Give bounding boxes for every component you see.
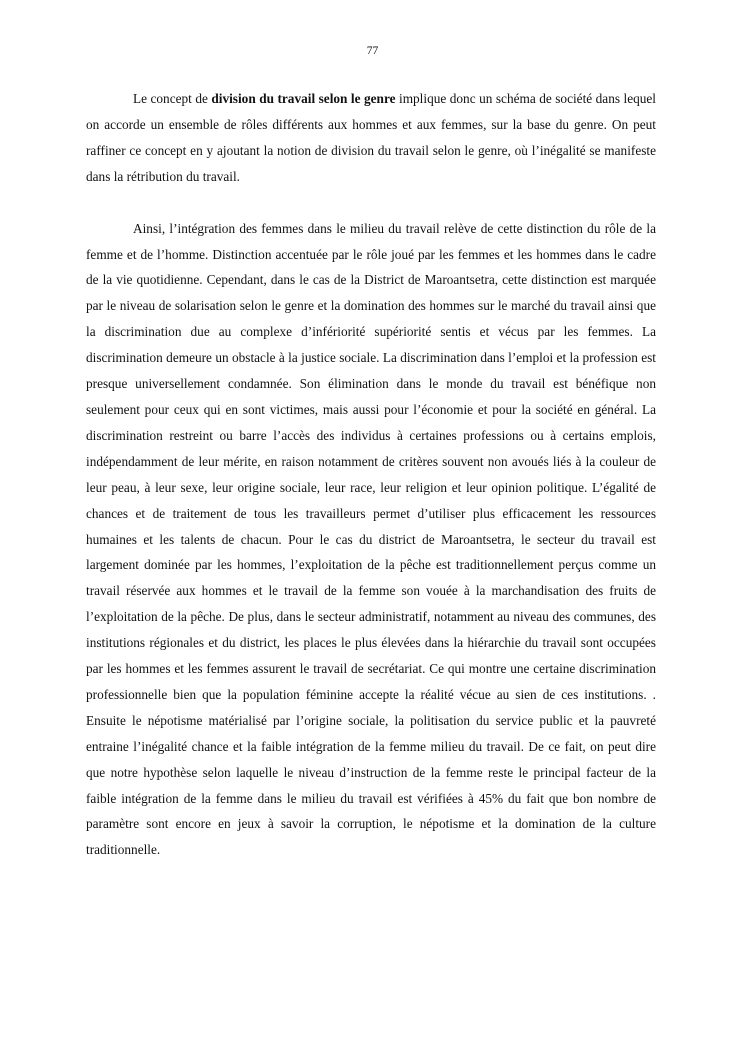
paragraph-1-intro: Le concept de: [133, 91, 212, 106]
paragraph-1-emphasis: division du travail selon le genre: [211, 91, 396, 106]
paragraph-2-text: Ainsi, l’intégration des femmes dans le milieu du travail relève de cette distinction du rôle de la femme et de l’homme. Distinction accentuée par le rôle joué par les femmes et les hommes dans le cadre de la vie quotidienne. Cependant, dans le cas de la District de Maroantsetra, cette distinction est marquée par le niveau de solarisation selon le genre et la domination des hommes sur le marché du travail ainsi que la discrimination due au complexe d’infériorité supériorité sentis et vécus par les femmes. La discrimination demeure un obstacle à la justice sociale. La discrimination dans l’emploi et la profession est presque universellement condamnée. Son élimination dans le monde du travail est bénéfique non seulement pour ceux qui en sont victimes, mais aussi pour l’économie et pour la société en général. La discrimination restreint ou barre l’accès des individus à certaines professions ou à certains emplois, indépendamment de leur mérite, en raison notamment de critères souvent non avoués liés à la couleur de leur peau, à leur sexe, leur origine sociale, leur race, leur religion et leur opinion politique. L’égalité de chances et de traitement de tous les travailleurs permet d’utiliser plus efficacement les ressources humaines et les talents de chacun. Pour le cas du district de Maroantsetra, le secteur du travail est largement dominée par les hommes, l’exploitation de la pêche est traditionnellement perçus comme un travail réservée aux hommes et le travail de la femme son vouée à la marchandisation des fruits de l’exploitation de la pêche. De plus, dans le secteur administratif, notamment au niveau des communes, des institutions régionales et du district, les places le plus élevées dans la hiérarchie du travail sont occupées par les hommes et les femmes assurent le travail de secrétariat. Ce qui montre une certaine discrimination professionnelle bien que la population féminine accepte la réalité vécue au sien de ces institutions. . Ensuite le népotisme matérialisé par l’origine sociale, la politisation du service public et la pauvreté entraine l’inégalité chance et la faible intégration de la femme milieu du travail. De ce fait, on peut dire que notre hypothèse selon laquelle le niveau d’instruction de la femme reste le principal facteur de la faible intégration de la femme dans le milieu du travail est vérifiées à 45% du fait que bon nombre de paramètre sont encore en jeux à savoir la corruption, le népotisme et la domination de la culture traditionnelle.: [86, 220, 656, 858]
paragraph-integration-des-femmes: [86, 216, 656, 864]
page-number: 77: [366, 45, 379, 57]
body-text: [86, 86, 656, 863]
paragraph-1-text: implique donc un schéma de société dans lequel on accorde un ensemble de rôles différents aux hommes et aux femmes, sur la base du genre. On peut raffiner ce concept en y ajoutant la notion de division du travail selon le genre, où l’inégalité se manifeste dans la rétribution du travail.: [86, 91, 656, 184]
paragraph-division-du-travail: [86, 86, 656, 190]
